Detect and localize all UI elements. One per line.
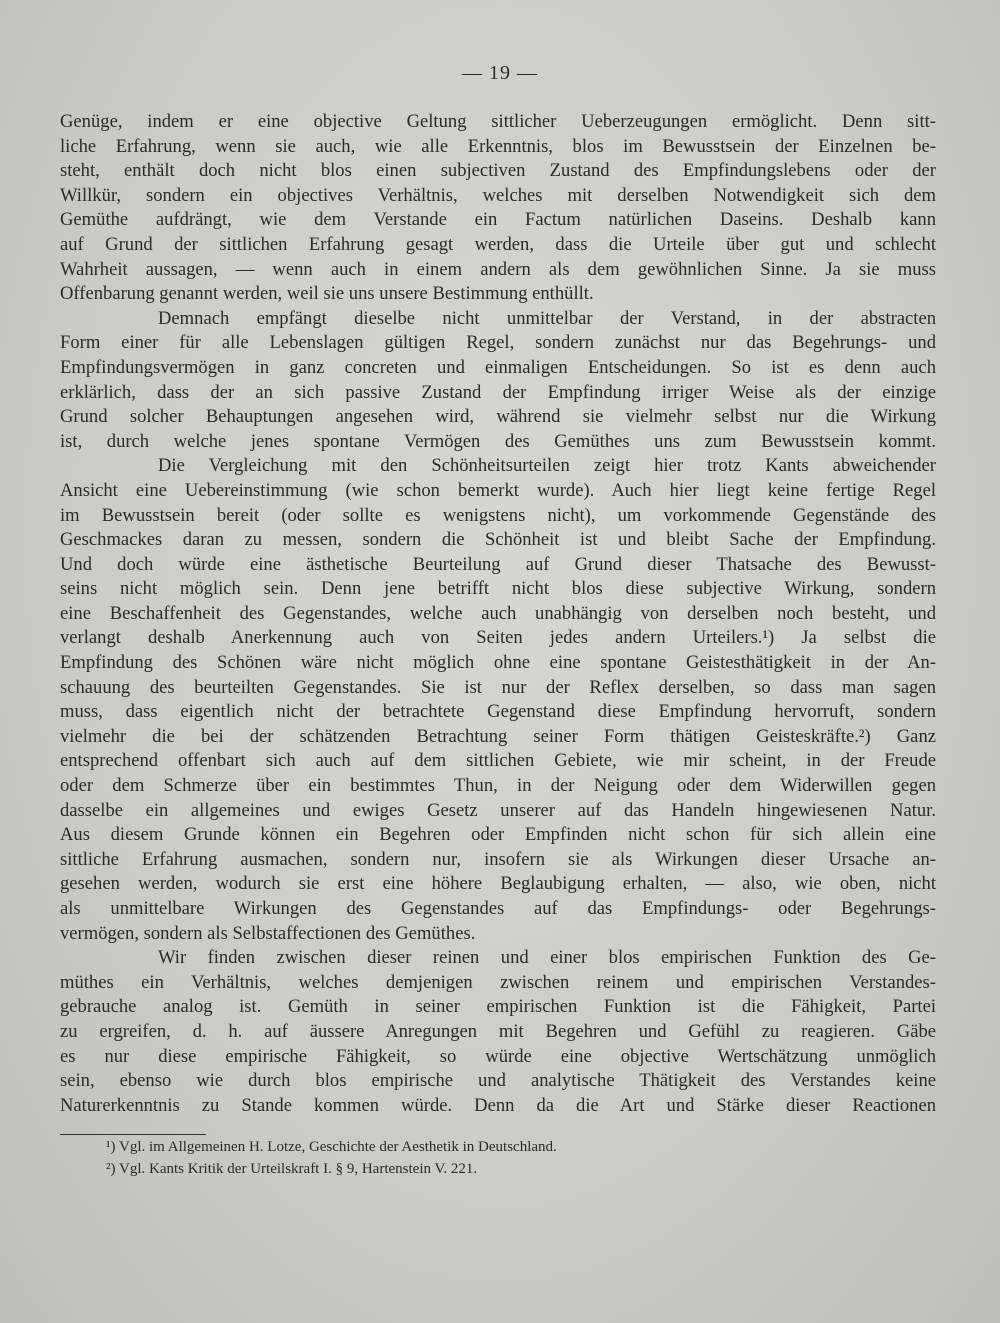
text-line: schauung des beurteilten Gegenstandes. Sie ist nur der Reflex derselben, so dass man sagen xyxy=(60,676,936,698)
text-line: Genüge, indem er eine objective Geltung sittlicher Ueberzeugungen ermöglicht. Denn sitt- xyxy=(60,111,936,132)
text-line: Wir finden zwischen dieser reinen und einer blos empirischen Funktion des Ge- xyxy=(158,947,936,969)
text-line: eine Beschaffenheit des Gegenstandes, welche auch unabhängig von derselben noch besteht, und xyxy=(60,602,936,624)
text-line: es nur diese empirische Fähigkeit, so würde eine objective Wertschätzung unmöglich xyxy=(60,1045,936,1067)
text-line: vermögen, sondern als Selbstaffectionen des Gemüthes. xyxy=(60,922,476,944)
text-line: liche Erfahrung, wenn sie auch, wie alle Erkenntnis, blos im Bewusstsein der Einzelnen be- xyxy=(60,135,936,157)
text-line: im Bewusstsein bereit (oder sollte es wenigstens nicht), um vorkommende Gegenstände des xyxy=(60,504,936,526)
text-line: vielmehr die bei der schätzenden Betrachtung seiner Form thätigen Geisteskräfte.²) Ganz xyxy=(60,725,936,747)
page-number: — 19 — xyxy=(462,62,538,84)
footnote-text: Vgl. im Allgemeinen H. Lotze, Geschichte der Aesthetik in Deutschland. xyxy=(118,1139,557,1155)
text-line: Ansicht eine Uebereinstimmung (wie schon bemerkt wurde). Auch hier liegt keine fertige Regel xyxy=(60,479,936,501)
text-line: Demnach empfängt dieselbe nicht unmittelbar der Verstand, in der abstracten xyxy=(158,307,936,329)
text-line: auf Grund der sittlichen Erfahrung gesagt werden, dass die Urteile über gut und schlecht xyxy=(60,233,936,255)
text-line: Naturerkenntnis zu Stande kommen würde. Denn da die Art und Stärke dieser Reactionen xyxy=(60,1094,936,1116)
text-line: Gemüthe aufdrängt, wie dem Verstande ein Factum natürlichen Daseins. Deshalb kann xyxy=(60,209,936,231)
text-line: oder dem Schmerze über ein bestimmtes Thun, in der Neigung oder dem Widerwillen gegen xyxy=(60,775,936,797)
footnote xyxy=(106,1136,806,1158)
text-line: dasselbe ein allgemeines und ewiges Gesetz unserer auf das Handeln hingewiesenen Natur. xyxy=(60,799,936,821)
text-line: gebrauche analog ist. Gemüth in seiner empirischen Funktion ist die Fähigkeit, Partei xyxy=(60,996,936,1018)
footnote-divider xyxy=(60,1134,206,1135)
footnote xyxy=(106,1158,806,1180)
text-line: entsprechend offenbart sich auch auf dem sittlichen Gebiete, wie mir scheint, in der Freude xyxy=(60,750,936,772)
text-line: Form einer für alle Lebenslagen gültigen Regel, sondern zunächst nur das Begehrungs- und xyxy=(60,332,936,354)
text-line: ist, durch welche jenes spontane Vermögen des Gemüthes uns zum Bewusstsein kommt. xyxy=(60,430,936,452)
text-line: Und doch würde eine ästhetische Beurteilung auf Grund dieser Thatsache des Bewusst- xyxy=(60,553,936,575)
text-line: Empfindung des Schönen wäre nicht möglich ohne eine spontane Geistesthätigkeit in der An- xyxy=(60,652,936,674)
text-line: Offenbarung genannt werden, weil sie uns unsere Bestimmung enthüllt. xyxy=(60,283,594,305)
footnote-mark: ²) xyxy=(106,1161,116,1177)
text-line: Grund solcher Behauptungen angesehen wird, während sie vielmehr selbst nur die Wirkung xyxy=(60,406,936,428)
body-text xyxy=(60,110,936,1118)
text-line: gesehen werden, wodurch sie erst eine höhere Beglaubigung erhalten, — also, wie oben, nicht xyxy=(60,873,936,895)
text-line: verlangt deshalb Anerkennung auch von Seiten jedes andern Urteilers.¹) Ja selbst die xyxy=(60,627,936,649)
text-line: steht, enthält doch nicht blos einen subjectiven Zustand des Empfindungslebens oder der xyxy=(60,160,936,182)
text-line: müthes ein Verhältnis, welches demjenigen zwischen reinem und empirischen Verstandes- xyxy=(60,971,936,993)
text-line: Geschmackes daran zu messen, sondern die Schönheit ist und bleibt Sache der Empfindung. xyxy=(60,529,936,551)
text-line: muss, dass eigentlich nicht der betrachtete Gegenstand diese Empfindung hervorruft, sondern xyxy=(60,701,936,723)
text-line: Willkür, sondern ein objectives Verhältnis, welches mit derselben Notwendigkeit sich dem xyxy=(60,184,936,206)
footnotes xyxy=(106,1136,806,1180)
text-line: sittliche Erfahrung ausmachen, sondern nur, insofern sie als Wirkungen dieser Ursache an- xyxy=(60,848,936,870)
text-line: Die Vergleichung mit den Schönheitsurteilen zeigt hier trotz Kants abweichender xyxy=(158,455,936,477)
text-line: als unmittelbare Wirkungen des Gegenstandes auf das Empfindungs- oder Begehrungs- xyxy=(60,898,936,919)
text-line: Empfindungsvermögen in ganz concreten und einmaligen Entscheidungen. So ist es denn auch xyxy=(60,356,936,378)
footnote-text: Vgl. Kants Kritik der Urteilskraft I. § 9, Hartenstein V. 221. xyxy=(118,1161,478,1177)
text-line: zu ergreifen, d. h. auf äussere Anregungen mit Begehren und Gefühl zu reagieren. Gäbe xyxy=(60,1020,936,1042)
text-line: seins nicht möglich sein. Denn jene betrifft nicht blos diese subjective Wirkung, sondern xyxy=(60,578,936,600)
text-line: sein, ebenso wie durch blos empirische und analytische Thätigkeit des Verstandes keine xyxy=(60,1070,936,1092)
text-line: Wahrheit aussagen, — wenn auch in einem andern als dem gewöhnlichen Sinne. Ja sie muss xyxy=(60,258,936,280)
text-line: erklärlich, dass der an sich passive Zustand der Empfindung irriger Weise als der einzige xyxy=(60,381,936,403)
text-line: Aus diesem Grunde können ein Begehren oder Empfinden nicht schon für sich allein eine xyxy=(60,824,936,846)
footnote-mark: ¹) xyxy=(106,1139,116,1155)
